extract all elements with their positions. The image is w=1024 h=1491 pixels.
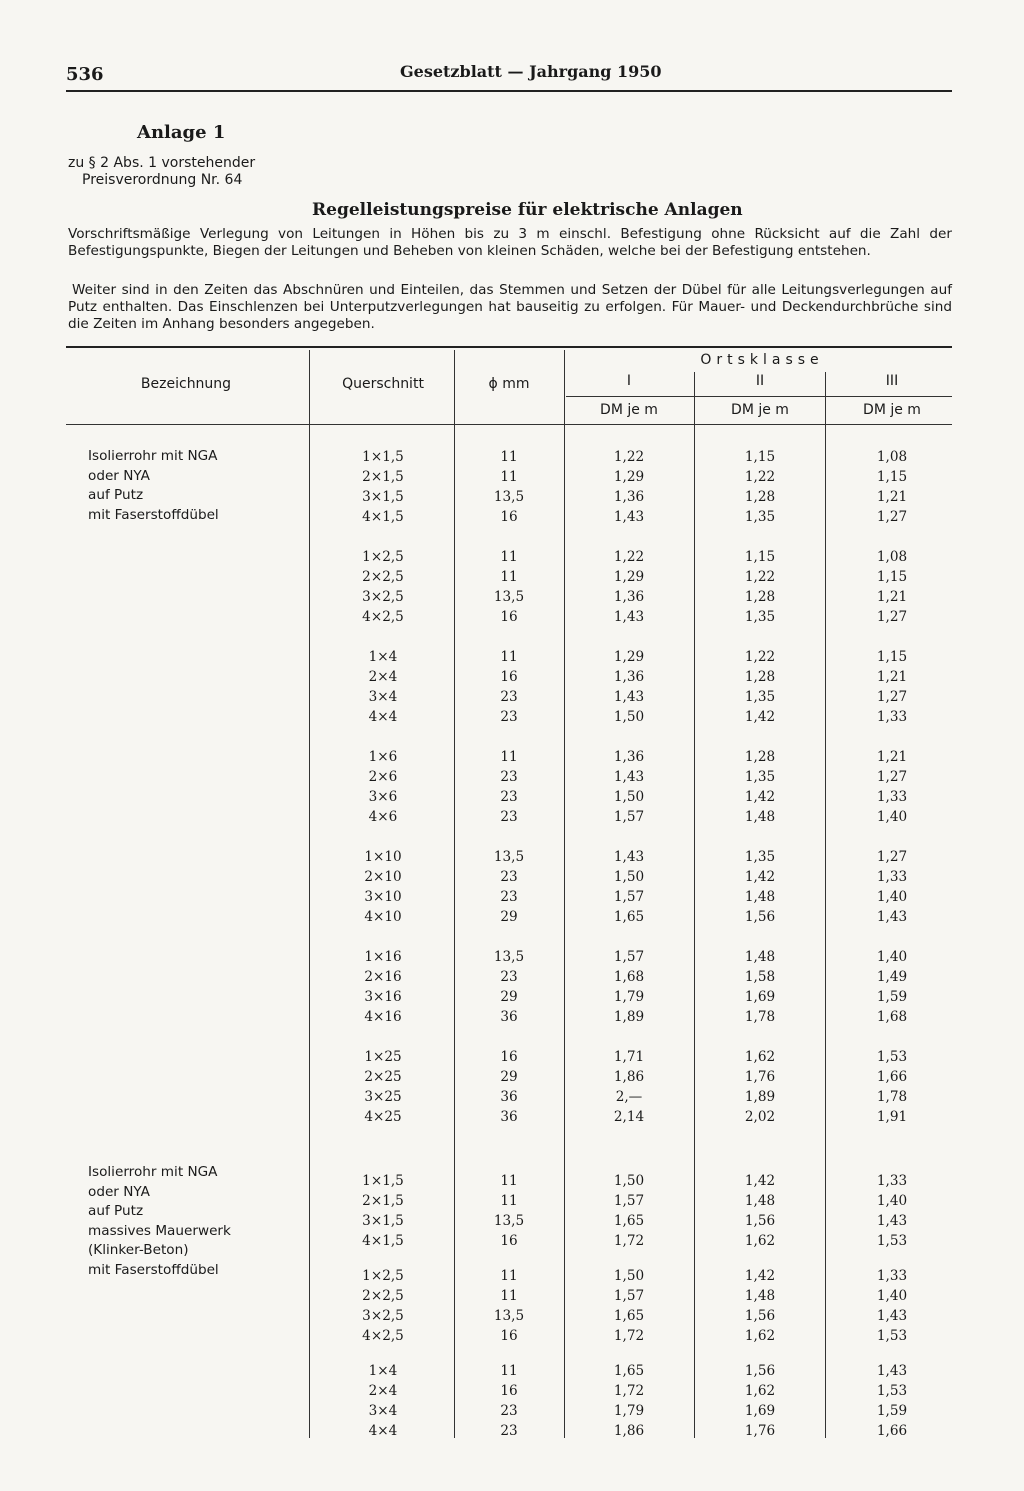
cell-class-I: 1,79 [613, 1403, 645, 1419]
cell-class-I: 1,71 [613, 1049, 645, 1065]
cell-querschnitt: 4×1,5 [362, 1233, 404, 1249]
cell-durchmesser: 11 [500, 1173, 518, 1189]
cell-querschnitt: 4×10 [364, 909, 402, 925]
cell-durchmesser: 11 [500, 1193, 518, 1209]
description-line: auf Putz [88, 1203, 144, 1219]
cell-durchmesser: 16 [500, 1383, 518, 1399]
cell-class-II: 1,78 [744, 1009, 776, 1025]
cell-class-II: 1,42 [744, 869, 776, 885]
cell-class-II: 1,56 [744, 1363, 776, 1379]
cell-class-I: 2,14 [613, 1109, 645, 1125]
cell-querschnitt: 4×25 [364, 1109, 402, 1125]
cell-querschnitt: 2×10 [364, 869, 402, 885]
cell-class-II: 1,48 [744, 1193, 776, 1209]
cell-durchmesser: 11 [500, 1268, 518, 1284]
document-title: Regelleistungspreise für elektrische Anlagen [312, 200, 743, 220]
cell-durchmesser: 36 [500, 1009, 518, 1025]
cell-class-III: 1,40 [876, 1288, 908, 1304]
cell-class-I: 1,89 [613, 1009, 645, 1025]
cell-class-I: 1,68 [613, 969, 645, 985]
cell-class-III: 1,68 [876, 1009, 908, 1025]
column-divider [454, 350, 455, 1438]
cell-durchmesser: 23 [500, 689, 518, 705]
cell-durchmesser: 36 [500, 1089, 518, 1105]
cell-querschnitt: 2×1,5 [362, 469, 404, 485]
cell-class-I: 1,36 [613, 489, 645, 505]
cell-class-III: 1,49 [876, 969, 908, 985]
annex-reference [68, 155, 255, 189]
header-ortsklasse: Ortsklasse [700, 352, 824, 368]
cell-class-I: 1,86 [613, 1069, 645, 1085]
cell-durchmesser: 11 [500, 749, 518, 765]
unit-row-rule [566, 396, 952, 397]
cell-class-II: 1,15 [744, 549, 776, 565]
cell-querschnitt: 4×6 [368, 809, 398, 825]
cell-class-II: 1,42 [744, 709, 776, 725]
cell-durchmesser: 13,5 [493, 949, 525, 965]
cell-class-III: 1,21 [876, 589, 908, 605]
cell-querschnitt: 3×1,5 [362, 1213, 404, 1229]
cell-durchmesser: 11 [500, 449, 518, 465]
cell-class-I: 1,22 [613, 449, 645, 465]
cell-durchmesser: 11 [500, 1288, 518, 1304]
column-divider [564, 350, 565, 1438]
cell-querschnitt: 2×16 [364, 969, 402, 985]
cell-class-III: 1,27 [876, 509, 908, 525]
cell-querschnitt: 3×4 [368, 689, 398, 705]
cell-class-III: 1,27 [876, 609, 908, 625]
cell-durchmesser: 36 [500, 1109, 518, 1125]
cell-class-I: 1,43 [613, 689, 645, 705]
cell-class-I: 1,43 [613, 509, 645, 525]
cell-durchmesser: 23 [500, 889, 518, 905]
cell-class-III: 1,08 [876, 449, 908, 465]
table-header-rule [66, 424, 952, 425]
cell-class-III: 1,53 [876, 1383, 908, 1399]
cell-durchmesser: 11 [500, 469, 518, 485]
cell-class-II: 1,56 [744, 1308, 776, 1324]
cell-class-III: 1,33 [876, 709, 908, 725]
annex-ref-line: zu § 2 Abs. 1 vorstehender [68, 155, 256, 171]
cell-class-III: 1,27 [876, 769, 908, 785]
description-line: oder NYA [88, 1183, 150, 1200]
cell-querschnitt: 1×6 [368, 749, 398, 765]
cell-class-I: 1,50 [613, 1173, 645, 1189]
cell-class-II: 1,28 [744, 749, 776, 765]
cell-durchmesser: 11 [500, 649, 518, 665]
cell-class-I: 1,43 [613, 769, 645, 785]
cell-class-I: 1,36 [613, 669, 645, 685]
column-divider [694, 372, 695, 1438]
cell-class-III: 1,40 [876, 809, 908, 825]
unit-class-II: DM je m [731, 402, 789, 418]
cell-querschnitt: 2×25 [364, 1069, 402, 1085]
cell-class-II: 1,42 [744, 789, 776, 805]
cell-class-I: 1,72 [613, 1233, 645, 1249]
description-line: mit Faserstoffdübel [88, 506, 219, 523]
header-class-II: II [755, 373, 765, 389]
cell-class-I: 1,57 [613, 809, 645, 825]
cell-querschnitt: 3×1,5 [362, 489, 404, 505]
header-class-I: I [626, 373, 632, 389]
cell-class-II: 1,76 [744, 1069, 776, 1085]
cell-querschnitt: 1×4 [368, 1363, 398, 1379]
cell-class-III: 1,27 [876, 849, 908, 865]
cell-class-II: 1,62 [744, 1233, 776, 1249]
cell-class-II: 1,89 [744, 1089, 776, 1105]
section-2-description [88, 1164, 231, 1281]
cell-class-III: 1,59 [876, 1403, 908, 1419]
cell-class-III: 1,59 [876, 989, 908, 1005]
cell-durchmesser: 13,5 [493, 489, 525, 505]
cell-durchmesser: 13,5 [493, 589, 525, 605]
cell-querschnitt: 1×2,5 [362, 549, 404, 565]
cell-class-I: 1,57 [613, 1193, 645, 1209]
cell-class-III: 1,40 [876, 1193, 908, 1209]
description-line: auf Putz [88, 487, 144, 503]
cell-class-I: 1,50 [613, 709, 645, 725]
annex-ref-line: Preisverordnung Nr. 64 [82, 172, 243, 188]
cell-class-III: 1,43 [876, 909, 908, 925]
cell-durchmesser: 16 [500, 669, 518, 685]
cell-class-II: 1,48 [744, 1288, 776, 1304]
cell-class-III: 1,08 [876, 549, 908, 565]
cell-class-III: 1,53 [876, 1328, 908, 1344]
cell-class-II: 1,15 [744, 449, 776, 465]
cell-class-I: 1,65 [613, 909, 645, 925]
cell-durchmesser: 23 [500, 1403, 518, 1419]
page-number: 536 [66, 64, 104, 85]
cell-class-III: 1,15 [876, 649, 908, 665]
cell-class-III: 1,15 [876, 469, 908, 485]
cell-class-II: 1,22 [744, 649, 776, 665]
cell-class-III: 1,66 [876, 1423, 908, 1439]
cell-class-I: 1,29 [613, 569, 645, 585]
cell-class-I: 1,65 [613, 1308, 645, 1324]
column-divider [825, 372, 826, 1438]
cell-durchmesser: 29 [500, 909, 518, 925]
cell-querschnitt: 3×4 [368, 1403, 398, 1419]
cell-class-I: 1,57 [613, 889, 645, 905]
cell-class-I: 1,79 [613, 989, 645, 1005]
cell-durchmesser: 23 [500, 809, 518, 825]
cell-class-I: 1,43 [613, 849, 645, 865]
cell-class-II: 1,42 [744, 1173, 776, 1189]
cell-class-I: 1,43 [613, 609, 645, 625]
running-title: Gesetzblatt — Jahrgang 1950 [400, 62, 662, 81]
cell-class-III: 1,21 [876, 749, 908, 765]
cell-querschnitt: 4×1,5 [362, 509, 404, 525]
cell-durchmesser: 16 [500, 1049, 518, 1065]
cell-querschnitt: 1×1,5 [362, 1173, 404, 1189]
cell-class-I: 1,57 [613, 1288, 645, 1304]
cell-durchmesser: 29 [500, 989, 518, 1005]
intro-paragraph-2: Weiter sind in den Zeiten das Abschnüren und Einteilen, das Stemmen und Setzen der Dübel für alle Leitungsverlegungen auf Putz enthalten. Das Einschlenzen bei Unterputzverlegungen hat bauseitig zu erfolgen. Für Mauer- und Deckendurchbrüche sind die Zeiten im Anhang besonders angegeben. [68, 282, 952, 332]
cell-class-III: 1,43 [876, 1308, 908, 1324]
cell-class-I: 1,72 [613, 1383, 645, 1399]
cell-class-II: 1,48 [744, 889, 776, 905]
cell-class-III: 1,40 [876, 889, 908, 905]
cell-durchmesser: 23 [500, 869, 518, 885]
cell-class-II: 1,28 [744, 489, 776, 505]
cell-class-I: 1,29 [613, 469, 645, 485]
cell-class-II: 1,28 [744, 669, 776, 685]
cell-class-II: 1,76 [744, 1423, 776, 1439]
cell-querschnitt: 1×16 [364, 949, 402, 965]
cell-querschnitt: 1×4 [368, 649, 398, 665]
cell-durchmesser: 11 [500, 1363, 518, 1379]
cell-class-II: 1,35 [744, 689, 776, 705]
cell-class-II: 1,62 [744, 1049, 776, 1065]
cell-class-II: 1,35 [744, 769, 776, 785]
cell-durchmesser: 23 [500, 709, 518, 725]
cell-class-III: 1,33 [876, 789, 908, 805]
cell-class-I: 1,22 [613, 549, 645, 565]
cell-class-III: 1,43 [876, 1363, 908, 1379]
cell-class-III: 1,78 [876, 1089, 908, 1105]
cell-querschnitt: 2×2,5 [362, 1288, 404, 1304]
cell-durchmesser: 29 [500, 1069, 518, 1085]
cell-querschnitt: 3×2,5 [362, 589, 404, 605]
cell-durchmesser: 23 [500, 769, 518, 785]
unit-class-I: DM je m [600, 402, 658, 418]
cell-querschnitt: 1×2,5 [362, 1268, 404, 1284]
cell-class-II: 1,22 [744, 569, 776, 585]
cell-class-II: 2,02 [744, 1109, 776, 1125]
cell-class-I: 1,36 [613, 589, 645, 605]
cell-class-II: 1,62 [744, 1383, 776, 1399]
cell-class-I: 1,65 [613, 1213, 645, 1229]
cell-querschnitt: 4×16 [364, 1009, 402, 1025]
cell-class-III: 1,33 [876, 869, 908, 885]
description-line: Isolierrohr mit NGA [88, 1164, 218, 1180]
cell-durchmesser: 16 [500, 509, 518, 525]
unit-class-III: DM je m [863, 402, 921, 418]
cell-class-III: 1,66 [876, 1069, 908, 1085]
annex-title: Anlage 1 [137, 122, 226, 143]
cell-querschnitt: 2×2,5 [362, 569, 404, 585]
cell-durchmesser: 13,5 [493, 849, 525, 865]
cell-class-I: 1,72 [613, 1328, 645, 1344]
cell-class-II: 1,28 [744, 589, 776, 605]
cell-class-III: 1,33 [876, 1173, 908, 1189]
cell-querschnitt: 4×4 [368, 1423, 398, 1439]
intro-paragraph-1: Vorschriftsmäßige Verlegung von Leitungen in Höhen bis zu 3 m einschl. Befestigung ohne Rücksicht auf die Zahl der Befestigungspunkte, Biegen der Leitungen und Beheben von kleinen Schäden, welche bei der Befestigung entstehen. [68, 226, 952, 259]
cell-querschnitt: 2×4 [368, 1383, 398, 1399]
cell-class-III: 1,91 [876, 1109, 908, 1125]
cell-class-III: 1,27 [876, 689, 908, 705]
table-top-rule [66, 346, 952, 348]
cell-durchmesser: 16 [500, 1233, 518, 1249]
cell-class-I: 1,65 [613, 1363, 645, 1379]
description-line: mit Faserstoffdübel [88, 1261, 219, 1278]
cell-durchmesser: 11 [500, 569, 518, 585]
cell-class-II: 1,22 [744, 469, 776, 485]
cell-durchmesser: 13,5 [493, 1213, 525, 1229]
cell-class-III: 1,40 [876, 949, 908, 965]
header-querschnitt: Querschnitt [342, 376, 424, 392]
cell-class-III: 1,53 [876, 1233, 908, 1249]
cell-querschnitt: 1×25 [364, 1049, 402, 1065]
cell-class-II: 1,35 [744, 609, 776, 625]
section-1-description [88, 448, 219, 526]
header-rule [66, 90, 952, 92]
description-line: massives Mauerwerk [88, 1222, 231, 1239]
cell-querschnitt: 4×4 [368, 709, 398, 725]
cell-class-II: 1,58 [744, 969, 776, 985]
cell-class-II: 1,48 [744, 809, 776, 825]
description-line: Isolierrohr mit NGA [88, 448, 218, 464]
cell-class-I: 1,86 [613, 1423, 645, 1439]
cell-querschnitt: 3×6 [368, 789, 398, 805]
cell-querschnitt: 1×1,5 [362, 449, 404, 465]
description-line: (Klinker-Beton) [88, 1242, 189, 1258]
cell-class-II: 1,56 [744, 1213, 776, 1229]
cell-class-I: 1,57 [613, 949, 645, 965]
cell-class-I: 2,— [615, 1089, 643, 1105]
cell-querschnitt: 2×4 [368, 669, 398, 685]
cell-class-I: 1,50 [613, 1268, 645, 1284]
cell-querschnitt: 3×16 [364, 989, 402, 1005]
cell-class-II: 1,69 [744, 989, 776, 1005]
cell-querschnitt: 4×2,5 [362, 609, 404, 625]
cell-class-I: 1,29 [613, 649, 645, 665]
cell-querschnitt: 3×25 [364, 1089, 402, 1105]
cell-class-III: 1,15 [876, 569, 908, 585]
cell-class-III: 1,33 [876, 1268, 908, 1284]
cell-querschnitt: 3×10 [364, 889, 402, 905]
cell-class-I: 1,50 [613, 789, 645, 805]
cell-class-II: 1,62 [744, 1328, 776, 1344]
cell-durchmesser: 23 [500, 969, 518, 985]
cell-class-II: 1,56 [744, 909, 776, 925]
cell-durchmesser: 11 [500, 549, 518, 565]
cell-querschnitt: 4×2,5 [362, 1328, 404, 1344]
cell-querschnitt: 3×2,5 [362, 1308, 404, 1324]
cell-durchmesser: 13,5 [493, 1308, 525, 1324]
cell-class-I: 1,50 [613, 869, 645, 885]
cell-class-II: 1,69 [744, 1403, 776, 1419]
header-durchmesser: ϕ mm [488, 376, 530, 392]
cell-class-III: 1,43 [876, 1213, 908, 1229]
cell-class-III: 1,21 [876, 669, 908, 685]
cell-querschnitt: 2×6 [368, 769, 398, 785]
cell-class-II: 1,42 [744, 1268, 776, 1284]
column-divider [309, 350, 310, 1438]
cell-class-III: 1,53 [876, 1049, 908, 1065]
cell-querschnitt: 1×10 [364, 849, 402, 865]
cell-class-II: 1,35 [744, 509, 776, 525]
header-bezeichnung: Bezeichnung [140, 376, 232, 392]
cell-durchmesser: 23 [500, 789, 518, 805]
cell-durchmesser: 23 [500, 1423, 518, 1439]
cell-durchmesser: 16 [500, 1328, 518, 1344]
cell-class-I: 1,36 [613, 749, 645, 765]
cell-querschnitt: 2×1,5 [362, 1193, 404, 1209]
header-class-III: III [885, 373, 899, 389]
cell-durchmesser: 16 [500, 609, 518, 625]
cell-class-II: 1,35 [744, 849, 776, 865]
cell-class-II: 1,48 [744, 949, 776, 965]
description-line: oder NYA [88, 467, 150, 484]
cell-class-III: 1,21 [876, 489, 908, 505]
